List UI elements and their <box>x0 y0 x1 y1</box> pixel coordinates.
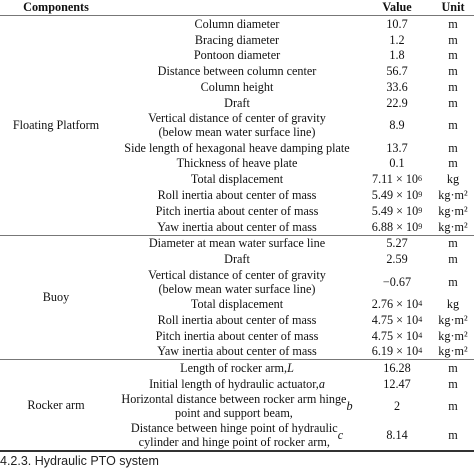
parameter-cell: Column diameter <box>194 16 280 31</box>
parameter-cell: Distance between column center <box>157 64 317 79</box>
parameter-cell: Distance between hinge point of hydraulic cylinder and hinge point of rocker arm, c <box>130 421 344 450</box>
value-cell: 2.76 × 10 4 <box>371 297 423 312</box>
group-floating-platform <box>0 16 474 235</box>
header-components: Components <box>23 0 89 14</box>
parameter-cell: Diameter at mean water surface line <box>148 236 326 251</box>
table-body <box>0 16 474 452</box>
header-parameters <box>112 0 362 15</box>
component-label: Buoy <box>42 289 70 304</box>
value-cell: 8.14 <box>386 428 408 443</box>
value-cell: 5.49 × 10 9 <box>371 188 423 203</box>
parameter-cell: Pitch inertia about center of mass <box>155 203 319 218</box>
value-cell: 22.9 <box>386 95 408 110</box>
value-cell: 1.8 <box>389 48 405 63</box>
unit-cell: m <box>448 156 458 171</box>
unit-cell: m <box>448 48 458 63</box>
value-cell: 4.75 × 10 4 <box>371 312 423 327</box>
parameter-cell: Initial length of hydraulic actuator, a <box>149 377 325 392</box>
parameter-cell: Draft <box>224 95 250 110</box>
value-cell: 16.28 <box>383 361 411 376</box>
header-unit: Unit <box>441 0 465 14</box>
value-cell: 8.9 <box>389 118 405 133</box>
parameter-cell: Thickness of heave plate <box>176 156 298 171</box>
group-rocker-arm <box>0 360 474 450</box>
group-rule <box>0 450 474 452</box>
group-buoy <box>0 236 474 360</box>
unit-cell: kg·m² <box>438 328 468 343</box>
unit-cell: kg·m² <box>438 188 468 203</box>
value-cell: 2 <box>393 399 401 414</box>
value-cell: 56.7 <box>386 64 408 79</box>
unit-cell: m <box>448 428 458 443</box>
value-cell: 5.27 <box>386 236 408 251</box>
parameter-cell: Horizontal distance between rocker arm hinge point and support beam, b <box>121 392 353 421</box>
value-cell: 33.6 <box>386 80 408 95</box>
parameter-cell: Column height <box>200 80 274 95</box>
parameter-cell: Vertical distance of center of gravity (below mean water surface line) <box>148 111 326 140</box>
parameter-cell: Roll inertia about center of mass <box>157 312 317 327</box>
value-cell: 4.75 × 10 4 <box>371 328 423 343</box>
parameter-cell: Pontoon diameter <box>193 48 281 63</box>
unit-cell: m <box>448 274 458 289</box>
parameter-cell: Length of rocker arm, L <box>180 361 294 376</box>
value-cell: 1.2 <box>389 32 405 47</box>
parameter-cell: Side length of hexagonal heave damping plate <box>124 140 350 155</box>
value-cell: 7.11 × 10 6 <box>371 172 423 187</box>
unit-cell: m <box>448 64 458 79</box>
parameter-cell: Pitch inertia about center of mass <box>155 328 319 343</box>
value-cell: 10.7 <box>386 16 408 31</box>
parameter-cell: Vertical distance of center of gravity (below mean water surface line) <box>148 267 326 296</box>
parameter-cell: Draft <box>224 252 250 267</box>
value-cell: 2.59 <box>386 252 408 267</box>
parameter-cell: Total displacement <box>190 172 284 187</box>
value-cell: 13.7 <box>386 140 408 155</box>
parameter-cell: Yaw inertia about center of mass <box>157 219 317 234</box>
unit-cell: m <box>448 95 458 110</box>
unit-cell: m <box>448 140 458 155</box>
value-cell: 6.19 × 10 4 <box>371 344 423 359</box>
unit-cell: m <box>448 252 458 267</box>
parameter-cell: Yaw inertia about center of mass <box>157 344 317 359</box>
unit-cell: kg·m² <box>438 219 468 234</box>
value-cell: −0.67 <box>382 274 412 289</box>
header-value: Value <box>382 0 412 14</box>
value-cell: 12.47 <box>383 377 411 392</box>
unit-cell: m <box>448 377 458 392</box>
unit-cell: m <box>448 16 458 31</box>
section-heading: 4.2.3. Hydraulic PTO system <box>0 454 159 468</box>
component-label: Rocker arm <box>27 397 85 412</box>
unit-cell: m <box>448 32 458 47</box>
unit-cell: kg·m² <box>438 344 468 359</box>
parameter-cell: Total displacement <box>190 297 284 312</box>
parameter-cell: Bracing diameter <box>194 32 280 47</box>
unit-cell: kg·m² <box>438 203 468 218</box>
value-cell: 5.49 × 10 9 <box>371 203 423 218</box>
unit-cell: m <box>448 361 458 376</box>
value-cell: 0.1 <box>389 156 405 171</box>
unit-cell: m <box>448 80 458 95</box>
unit-cell: kg <box>446 297 460 312</box>
unit-cell: kg <box>446 172 460 187</box>
table-header <box>0 0 474 15</box>
unit-cell: m <box>448 236 458 251</box>
value-cell: 6.88 × 10 9 <box>371 219 423 234</box>
unit-cell: kg·m² <box>438 312 468 327</box>
component-label: Floating Platform <box>12 117 100 132</box>
unit-cell: m <box>448 118 458 133</box>
parameter-cell: Roll inertia about center of mass <box>157 188 317 203</box>
unit-cell: m <box>448 399 458 414</box>
